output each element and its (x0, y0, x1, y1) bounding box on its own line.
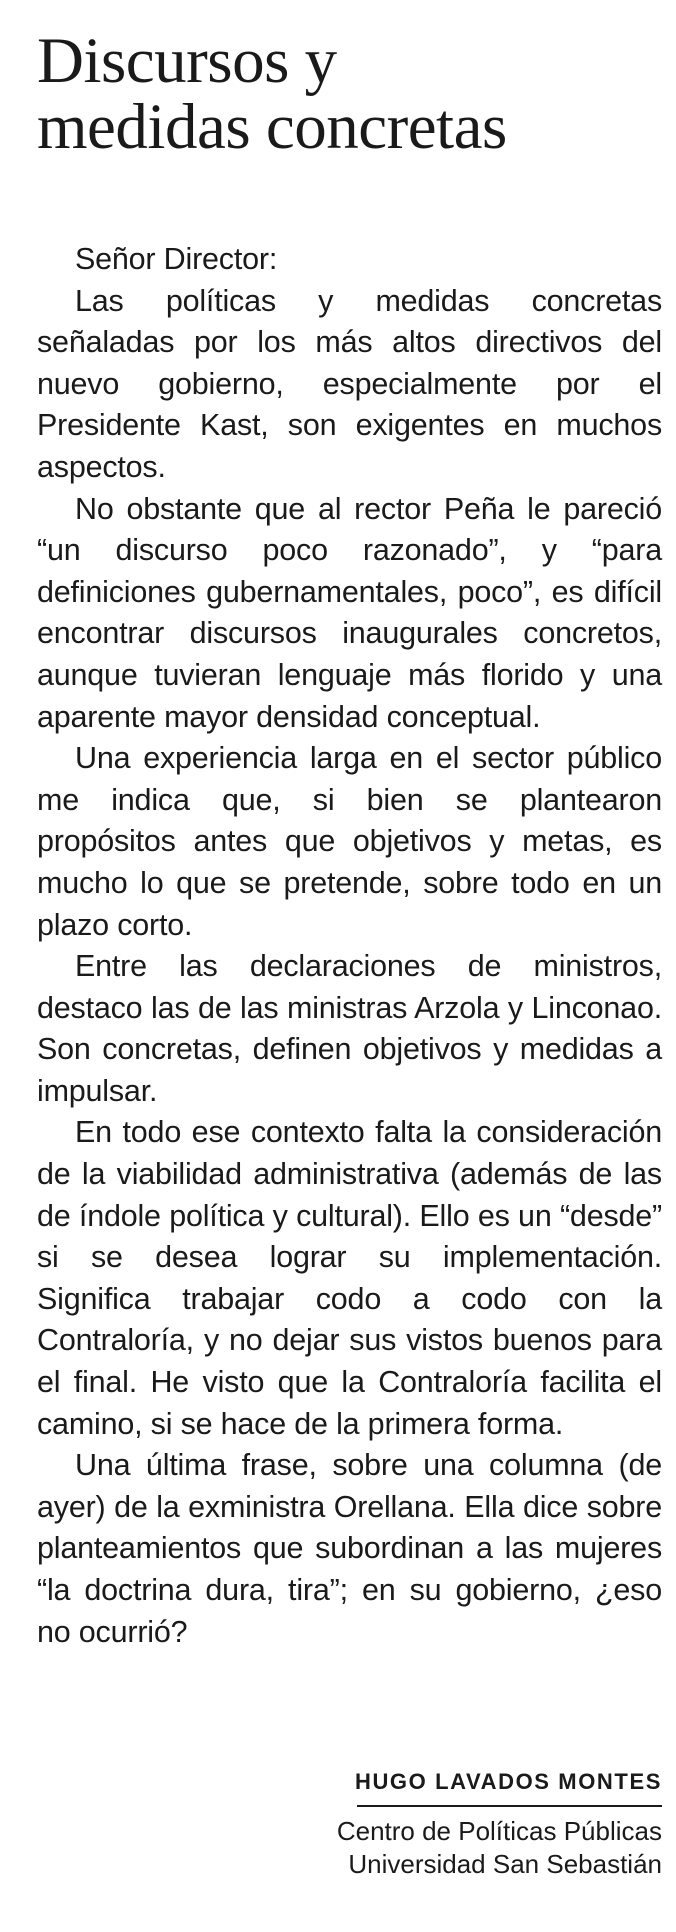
paragraph-2: No obstante que al rector Peña le pareció “un discurso poco razonado”, y “para definiciones gubernamentales, poco”, es difícil encontrar discursos inaugurales concretos, aunque tuvieran lenguaje más florido y una aparente mayor densidad conceptual. (37, 491, 662, 734)
signature-divider (357, 1805, 662, 1807)
author-affiliation-2: Universidad San Sebastián (348, 1849, 662, 1879)
headline-line-1: Discursos y (37, 25, 337, 97)
headline (37, 25, 662, 163)
author-name: HUGO LAVADOS MONTES (354, 1769, 662, 1794)
signature-block (337, 1767, 662, 1881)
letter-body (37, 239, 662, 1653)
paragraph-4: Entre las declaraciones de ministros, destaco las de las ministras Arzola y Linconao. Son concretas, definen objetivos y medidas a impulsar. (37, 949, 662, 1108)
paragraph-5: En todo ese contexto falta la consideración de la viabilidad administrativa (además de las de índole política y cultural). Ello es un “desde” si se desea lograr su implementación. Significa trabajar codo a codo con la Contraloría, y no dejar sus vistos buenos para el final. He visto que la Contraloría facilita el camino, si se hace de la primera forma. (37, 1115, 662, 1441)
paragraph-3: Una experiencia larga en el sector público me indica que, si bien se plantearon propósitos antes que objetivos y metas, es mucho lo que se pretende, sobre todo en un plazo corto. (37, 741, 662, 942)
salutation: Señor Director: (75, 242, 278, 276)
paragraph-1: Las políticas y medidas concretas señaladas por los más altos directivos del nuevo gobierno, especialmente por el Presidente Kast, son exigentes en muchos aspectos. (37, 283, 662, 484)
headline-line-2: medidas concretas (37, 91, 507, 163)
paragraph-6: Una última frase, sobre una columna (de ayer) de la exministra Orellana. Ella dice sobre planteamientos que subordinan a las mujeres “la doctrina dura, tira”; en su gobierno, ¿eso no ocurrió? (37, 1448, 662, 1649)
author-affiliation-1: Centro de Políticas Públicas (336, 1816, 662, 1846)
